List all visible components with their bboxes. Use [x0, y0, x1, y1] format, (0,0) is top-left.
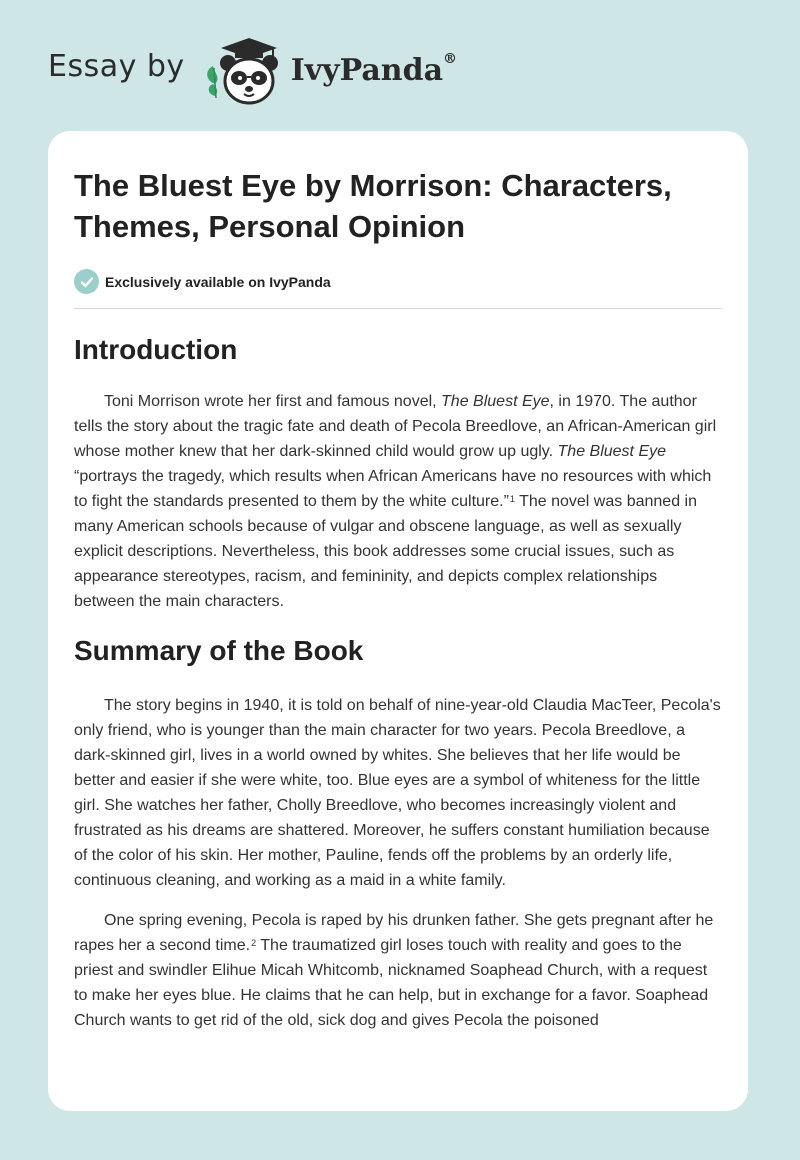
paragraph: Toni Morrison wrote her first and famous novel, The Bluest Eye, in 1970. The author tells the story about the tragic fate and death of Pecola Breedlove, an African-American girl whose mother knew that her dark-skinned child would grow up ugly. The Bluest Eye “portrays the tragedy, which results when African Americans have no resources with which to fight the standards presented to them by the white culture.”$^1$ The novel was banned in many American schools because of vulgar and obscene language, as well as sexually explicit descriptions. Nevertheless, this book addresses some crucial issues, such as appearance stereotypes, racism, and femininity, and depicts complex relationships between the main characters.	[74, 393, 717, 610]
article-card	[48, 131, 748, 1111]
section-heading-summary: Summary of the Book	[74, 635, 364, 666]
divider	[74, 308, 722, 309]
footnote-ref[interactable]: 1	[509, 494, 515, 504]
footnote-ref[interactable]: 2	[251, 938, 257, 948]
exclusive-badge	[74, 269, 748, 294]
exclusive-label: Exclusively available on IvyPanda	[105, 273, 331, 290]
brand-name[interactable]: IvyPanda®	[290, 50, 458, 88]
article-title: The Bluest Eye by Morrison: Characters, Themes, Personal Opinion	[74, 168, 672, 244]
registered-mark: ®	[443, 50, 458, 67]
essay-by-label: Essay by	[48, 48, 185, 84]
section-heading-introduction: Introduction	[74, 334, 238, 365]
ivypanda-logo-icon[interactable]	[201, 36, 287, 108]
book-title: The Bluest Eye	[441, 393, 550, 410]
book-title: The Bluest Eye	[557, 443, 667, 460]
paragraph: One spring evening, Pecola is raped by his drunken father. She gets pregnant after he rapes her a second time.$^2$ The traumatized girl loses touch with reality and goes to the priest and swindler Elihue Micah Whitcomb, nicknamed Soaphead Church, with a request to make her eyes blue. He claims that he can help, but in exchange for a favor. Soaphead Church wants to get rid of the old, sick dog and gives Pecola the poisoned	[74, 912, 714, 1029]
paragraph: The story begins in 1940, it is told on behalf of nine-year-old Claudia MacTeer, Pecola's only friend, who is younger than the main character for two years. Pecola Breedlove, a dark-skinned girl, lives in a world owned by whites. She believes that her life would be better and easier if she were white, too. Blue eyes are a symbol of whiteness for the little girl. She watches her father, Cholly Breedlove, who becomes increasingly violent and frustrated as his dreams are shattered. Moreover, he suffers constant humiliation because of the color of his skin. Her mother, Pauline, fends off the problems by an orderly life, continuous cleaning, and working as a maid in a white family.	[74, 697, 721, 889]
site-header	[48, 36, 508, 108]
check-icon	[74, 269, 99, 294]
